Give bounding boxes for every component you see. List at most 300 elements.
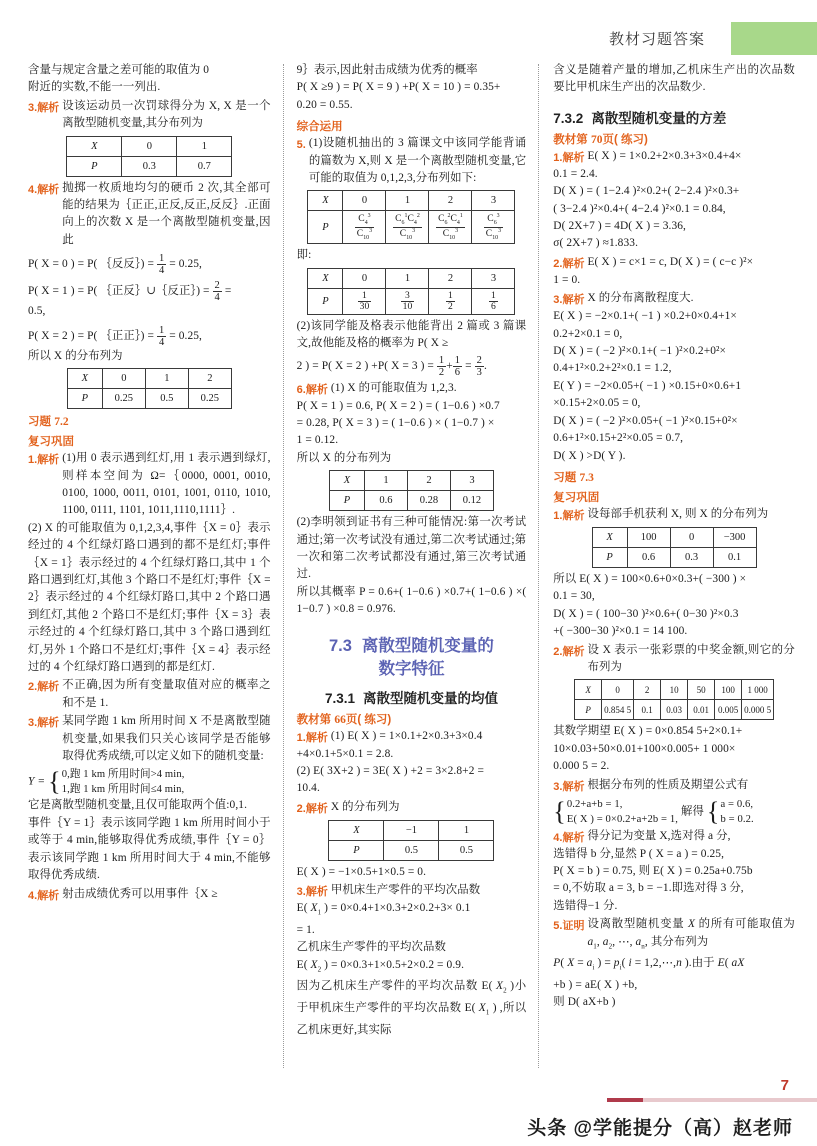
cell: 0.854 5 (602, 700, 634, 720)
combination-distribution-table (307, 190, 515, 244)
fraction (358, 291, 372, 312)
answer-item-6 (297, 380, 527, 398)
line-4: ( 3−2.4 )²×0.4+( 4−2.4 )²×0.1 = 0.84, (553, 202, 726, 215)
textbook-ref-66 (297, 711, 527, 727)
answer-item-w2 (553, 642, 795, 677)
fraction (401, 291, 415, 312)
line-4: 10.4. (296, 782, 320, 795)
numerator: $C_4^3$ (355, 213, 374, 227)
c1-r3-text3: 事件｛Y = 1｝表示该同学跑 1 km 所用时间小于或等于 4 min,能够取得优秀成绩,事件｛Y = 0｝表示该同学跑 1 km 所用时间大于 4 min,不能够取得优秀成绩. (28, 816, 271, 882)
line-1: 其数学期望 E( X ) = 0×0.854 5+2×0.1+ (553, 725, 743, 738)
c2-e2-result: E( X ) = −1×0.5+1×0.5 = 0. (296, 865, 427, 878)
item-marker: 1.解析 (553, 509, 585, 522)
comprehensive-heading: 综合运用 (296, 121, 343, 134)
header-title: 教材习题答案 (608, 32, 705, 48)
table-row (329, 820, 494, 840)
answer-item-w5 (553, 916, 795, 955)
c1-r3-text2: 它是离散型随机变量,且仅可能取两个值:0,1. (28, 799, 248, 812)
c2-q6-lines (297, 398, 527, 468)
table-row (67, 156, 232, 176)
line-3: D( X ) = ( 1−2.4 )²×0.2+( 2−2.4 )²×0.3+ (553, 185, 740, 198)
eq-tail: = (221, 285, 232, 298)
cell: 0 (122, 136, 177, 156)
item-marker: 3.解析 (28, 101, 60, 114)
cell: X (308, 268, 343, 288)
sub: 6 (444, 220, 448, 227)
ref-suffix: 页( 练习) (602, 133, 648, 146)
c3-w1-rest (553, 571, 795, 641)
item-body: (1) E( X ) = 1×0.1+2×0.3+3×0.4 (330, 729, 483, 742)
sub: 6 (493, 220, 497, 227)
cell: 0.25 (102, 389, 145, 409)
cell-combination (429, 211, 472, 244)
denominator: 6 (454, 367, 461, 379)
line-1: E( X ) = −2×0.1+( −1 ) ×0.2+0×0.4+1× (553, 310, 737, 323)
page-number: 7 (780, 1077, 789, 1094)
line-2: 0.1 = 2.4. (553, 167, 598, 180)
c3-w2-rest (553, 723, 795, 775)
cell: 1 (386, 191, 429, 211)
item-body: 设该运动员一次罚球得分为 X, X 是一个离散型随机变量,其分布列为 (62, 99, 271, 130)
equation-system-right (707, 797, 754, 827)
cell: P (575, 700, 602, 720)
distribution-table-q3 (66, 136, 232, 177)
c1-piecewise (28, 767, 271, 797)
numerator: $C_6^1C_4^2$ (395, 213, 420, 227)
chapter-heading-7-3 (297, 635, 527, 681)
page-header (0, 22, 817, 62)
cell: 3 (472, 191, 515, 211)
chapter-title-line2: 数字特征 (378, 659, 445, 678)
answer-item-v1 (553, 148, 795, 166)
numerator: 1 (158, 253, 165, 265)
c3-w5-l4: 则 D( aX+b ) (553, 996, 616, 1009)
sup: 3 (369, 227, 373, 234)
operator: = (462, 360, 475, 373)
subchapter-heading-7-3-2 (553, 107, 795, 127)
cell: 0 (102, 369, 145, 389)
cell: P (67, 389, 102, 409)
c2-e3-l3: = 1. (296, 923, 315, 936)
cell-fraction (472, 288, 515, 314)
exercise-number: 7.2 (54, 416, 69, 429)
item-marker: 6.解析 (296, 383, 328, 396)
denominator: 2 (438, 367, 445, 379)
item-marker: 3.解析 (553, 294, 585, 307)
cell: 3 (450, 471, 493, 491)
cell: 2 (429, 191, 472, 211)
exercise-label: 习题 (28, 416, 51, 429)
eq-tail: = 0.25, (166, 329, 202, 342)
item-marker: 2.解析 (28, 681, 60, 694)
equation-system-left (553, 797, 678, 827)
left-brace: { (48, 767, 61, 797)
line-6: σ( 2X+7 ) ≈1.833. (553, 237, 639, 250)
item-body: 根据分布列的性质及期望公式有 (587, 778, 749, 791)
cell: 0.000 5 (742, 700, 774, 720)
item-marker: 2.解析 (553, 645, 585, 658)
c3-w4-rest (553, 846, 795, 916)
c1-r1-text2: (2) X 的可能取值为 0,1,2,3,4,事件｛X = 0｝表示经过的 4 个红绿灯路口遇到的都不是红灯;事件｛X = 1｝表示经过的 4 个红绿灯路口,其中 1 个路口遇到红灯,其他 3 个路口不是红灯;事件｛X = 2｝表示经过的 4 个红绿灯路口,其中 2 个路口遇到红灯,其他 2 个路口不是红灯;事件｛X = 3｝表示经过的 4 个红绿灯路口,其中 3 个路口遇到红灯,另外 1 个路口不是红灯;事件｛X = 4｝表示经过的 4 个红绿灯路口遇到的都是红灯. (28, 521, 271, 674)
cell: P (67, 156, 122, 176)
c1-eq2-cont: 0.5, (28, 305, 46, 318)
item-marker: 3.解析 (553, 780, 585, 793)
cell: 100 (627, 527, 670, 547)
cell: 0.12 (450, 491, 493, 511)
item-marker: 1.解析 (28, 454, 60, 467)
line-2: 10×0.03+50×0.01+100×0.005+ 1 000× (553, 742, 736, 755)
sup: 3 (367, 213, 371, 220)
subchapter-title: 离散型随机变量的方差 (591, 110, 727, 126)
cell: 0.25 (188, 389, 231, 409)
system-rows (720, 797, 753, 827)
answer-item-r1 (28, 450, 271, 520)
numerator: 1 (438, 355, 445, 367)
chapter-title-line1: 离散型随机变量的 (361, 636, 494, 655)
cell: 0.1 (713, 547, 756, 567)
c1-cont-line1: 含量与规定含量之差可能的取值为 0 (28, 64, 210, 76)
answer-item-r2 (28, 677, 271, 712)
exercise-heading-7-3 (553, 469, 795, 485)
cell: 0.5 (145, 389, 188, 409)
sup: 2 (416, 213, 420, 220)
fraction (213, 280, 222, 303)
c3-w5-l3: +b ) = aE( X ) +b, (553, 978, 638, 991)
line-7: D( X ) = ( −2 )²×0.05+( −1 )²×0.15+0²× (553, 414, 738, 427)
subchapter-heading-7-3-1 (297, 687, 527, 707)
answer-item-v2 (553, 254, 795, 272)
c1-continuation (28, 62, 271, 97)
c2-continuation (297, 62, 527, 114)
cell: −1 (384, 820, 439, 840)
cell: 0.6 (364, 491, 407, 511)
line-3: 1 = 0.12. (296, 434, 339, 447)
cell: 0 (343, 268, 386, 288)
cell-combination (386, 211, 429, 244)
denominator: 10 (402, 300, 413, 312)
line-4: 0.4+1²×0.2+2²×0.1 = 1.2, (553, 362, 672, 375)
denominator: 3 (476, 367, 482, 379)
piecewise-rows (62, 767, 185, 797)
cell: X (67, 369, 102, 389)
sup: 3 (412, 227, 416, 234)
line-3: D( X ) = ( 100−30 )²×0.6+( 0−30 )²×0.3 (553, 607, 739, 620)
sub: 10 (492, 234, 499, 241)
system-row-2: b = 0.2. (720, 813, 754, 825)
item-marker: 3.解析 (28, 717, 60, 730)
item-marker: 1.解析 (296, 731, 328, 744)
sup: 1 (459, 213, 463, 220)
ref-page: 70 (590, 133, 603, 146)
cell: 0 (670, 527, 713, 547)
exercise-label: 习题 (553, 471, 577, 484)
item-body: 不正确,因为所有变量取值对应的概率之和不是 1. (62, 679, 271, 709)
cell: P (329, 491, 364, 511)
answer-item-r4 (28, 886, 271, 904)
line-1: P( X = 1 ) = 0.6, P( X = 2 ) = ( 1−0.6 ) ×0.7 (296, 399, 500, 412)
cell: 1 (145, 369, 188, 389)
distribution-table-q6 (329, 470, 494, 511)
c2-e3-l6: 因为乙机床生产零件的平均次品数 E( $X_2$ )小于甲机床生产零件的平均次品数 E( $X_1$ ) ,所以乙机床更好,其实际 (296, 980, 527, 1036)
numerator: 1 (491, 289, 496, 301)
subchapter-number: 7.3.2 (553, 110, 584, 126)
item-body: X 的分布离散程度大. (587, 292, 694, 305)
eq-lhs: 2 ) = P( X = 2 ) +P( X = 3 ) = (296, 360, 437, 373)
c2-cont-line1: 9｝表示,因此射击成绩为优秀的概率 (296, 64, 478, 76)
item-marker: 2.解析 (553, 257, 585, 270)
answer-item-e1 (297, 728, 527, 746)
ref-suffix: 页( 练习) (345, 713, 392, 726)
cell: X (329, 820, 384, 840)
answer-item-3 (28, 98, 271, 133)
table-row (592, 547, 756, 567)
cell: 0.7 (177, 156, 232, 176)
exercise-number: 7.3 (579, 471, 594, 484)
cell: P (308, 288, 343, 314)
simplified-distribution-table (307, 268, 515, 315)
denominator: 4 (158, 265, 165, 277)
c1-eq2 (28, 280, 271, 303)
cell-combination (472, 211, 515, 244)
line-9: D( X ) >D( Y ). (553, 449, 626, 462)
cell: 3 (472, 268, 515, 288)
denominator: $C_{10}^3$ (442, 227, 459, 241)
c2-q6-text3: 所以其概率 P = 0.6+( 1−0.6 ) ×0.7+( 1−0.6 ) ×( 1−0.7 ) ×0.8 = 0.976. (296, 585, 527, 616)
ref-prefix: 教材第 (296, 713, 332, 726)
denominator: $C_{10}^3$ (399, 227, 416, 241)
cell: 1 000 (742, 680, 774, 700)
cell: 2 (188, 369, 231, 389)
cell: 1 (439, 820, 494, 840)
cell: 0.5 (384, 840, 439, 860)
answer-item-w3 (553, 777, 795, 795)
numerator: 1 (448, 289, 453, 301)
answer-item-4 (28, 180, 271, 250)
system-row-1: a = 0.6, (720, 798, 754, 810)
c1-eq1 (28, 253, 271, 276)
item-body: 某同学跑 1 km 所用时间 X 不是离散型随机变量,如果我们只关心该同学是否能够取得优秀成绩,可以定义如下的随机变量: (62, 715, 271, 763)
answer-item-w1 (553, 506, 795, 524)
cell: 0.28 (407, 491, 450, 511)
lottery-distribution-table (574, 679, 774, 720)
item-body: 设 X 表示一张彩票的中奖金额,则它的分布列为 (587, 643, 795, 673)
c3-w3-system (553, 797, 795, 827)
cell: 0.005 (715, 700, 742, 720)
fraction (157, 253, 166, 276)
cell-fraction (343, 288, 386, 314)
cell: 2 (429, 268, 472, 288)
cell: 0.01 (688, 700, 715, 720)
numerator: 2 (214, 280, 220, 292)
answer-item-5 (297, 135, 527, 187)
cell: X (308, 191, 343, 211)
eq-lhs: P( X = 2 ) = P( ｛正正｝) = (28, 329, 157, 342)
piecewise-row-1: 0,跑 1 km 所用时间>4 min, (61, 769, 185, 781)
fraction (393, 213, 422, 241)
line-6: ×0.15+2×0.05 = 0, (553, 397, 641, 410)
fraction (446, 291, 455, 312)
cell: 100 (715, 680, 742, 700)
item-body: 射击成绩优秀可以用事件｛X ≥ (62, 887, 218, 900)
c2-e1-rest (297, 746, 527, 798)
cell: 0.6 (627, 547, 670, 567)
exercise-heading-7-2 (28, 413, 271, 429)
distribution-table-q4 (67, 368, 232, 409)
eq-tail: = 0.25, (166, 258, 202, 271)
item-body: 设离散型随机变量 X 的所有可能取值为 $a_1$, $a_2$, ⋯, $a_n$, 其分布列为 (587, 918, 795, 950)
eq-lhs: P( X = 0 ) = P( ｛反反｝) = (28, 258, 157, 271)
cell: 0 (343, 191, 386, 211)
eq-lhs: P( X = 1 ) = P( ｛正反｝∪｛反正｝) = (28, 285, 213, 298)
table-row (67, 136, 232, 156)
answer-item-w4 (553, 828, 795, 846)
c2-cont-line2: P( X ≥9 ) = P( X = 9 ) +P( X = 10 ) = 0.35+ (296, 81, 501, 94)
cell: 0.1 (634, 700, 661, 720)
sup: 3 (455, 227, 459, 234)
table-row (575, 700, 774, 720)
item-body: X 的分布列为 (330, 800, 400, 813)
cell: 1 (386, 268, 429, 288)
cell: X (67, 136, 122, 156)
fraction (453, 355, 462, 378)
cell: 1 (177, 136, 232, 156)
answer-item-v3 (553, 290, 795, 308)
item-body: (1)设随机抽出的 3 篇课文中该同学能背诵的篇数为 X,则 X 是一个离散型随机变量,它可能的取值为 0,1,2,3,分布列如下: (308, 137, 527, 185)
table-row (308, 268, 515, 288)
fraction (436, 213, 465, 241)
column-2 (284, 62, 540, 1068)
cell: 0.3 (670, 547, 713, 567)
cell: P (308, 211, 343, 244)
answer-item-r3 (28, 713, 271, 765)
table-row (329, 491, 493, 511)
cell: 0.03 (661, 700, 688, 720)
textbook-ref-70 (553, 131, 795, 147)
sub: 6 (401, 220, 405, 227)
review-heading-1: 复习巩固 (28, 436, 74, 449)
numerator: 2 (476, 355, 482, 367)
item-marker: 4.解析 (28, 889, 60, 902)
item-body: 甲机床生产零件的平均次品数 (330, 884, 481, 897)
answer-item-e2 (297, 799, 527, 817)
piecewise-lhs: Y = (28, 776, 46, 789)
numerator: 1 (158, 324, 165, 336)
cell: P (592, 547, 627, 567)
c3-v3-rest (553, 308, 795, 465)
denominator: $C_{10}^3$ (356, 227, 373, 241)
line-4: +( −300−30 )²×0.1 = 14 100. (553, 625, 688, 638)
cell: P (329, 840, 384, 860)
c2-q5-text2b (297, 355, 527, 378)
c1-cont-line2: 附近的实数,不能一一列出. (28, 81, 161, 94)
cell: 50 (688, 680, 715, 700)
c3-v1-rest (553, 166, 795, 253)
item-body: 抛掷一枚质地均匀的硬币 2 次,其全部可能的结果为｛正正,正反,反正,反反｝.正面向上的次数 X 是一个离散型随机变量,因此 (62, 181, 271, 246)
line-2: 0.2+2×0.1 = 0, (553, 327, 623, 340)
sup: 2 (447, 213, 451, 220)
column-3 (539, 62, 795, 1068)
line-5: D( 2X+7 ) = 4D( X ) = 3.36, (553, 220, 686, 233)
cell-fraction (429, 288, 472, 314)
line-3: 0.000 5 = 2. (553, 760, 610, 773)
ref-page: 66 (334, 713, 346, 726)
numerator: 3 (401, 291, 415, 302)
system-row-2: E( X ) = 0×0.2+a+2b = 1, (566, 813, 678, 825)
line-3: D( X ) = ( −2 )²×0.1+( −1 )²×0.2+0²× (553, 345, 727, 358)
line-2: 0.1 = 30, (553, 590, 595, 603)
cell: −300 (713, 527, 756, 547)
sup: 3 (496, 213, 500, 220)
three-column-body (28, 62, 795, 1068)
item-marker: 5. (296, 139, 306, 152)
cell: X (592, 527, 627, 547)
c3-v2-l2: 1 = 0. (553, 273, 581, 286)
c2-q6-text2: (2)李明领到证书有三种可能情况:第一次考试通过;第一次考试没有通过,第二次考试通过;第一次和第二次考试都没有通过,第三次考试通过. (296, 516, 527, 581)
c3-continuation: 含义是随着产量的增加,乙机床生产出的次品数要比甲机床生产出的次品数少. (553, 64, 795, 94)
sub: 4 (456, 220, 460, 227)
denominator: $C_{10}^3$ (485, 227, 502, 241)
item-marker: 4.解析 (553, 831, 585, 844)
c1-eq3 (28, 325, 271, 348)
c2-ji: 即: (296, 249, 312, 262)
piecewise-system (48, 767, 184, 797)
sup: 1 (404, 213, 408, 220)
cell: X (329, 471, 364, 491)
item-body: 设每部手机获利 X, 则 X 的分布列为 (587, 507, 769, 520)
item-body: 得分记为变量 X,选对得 a 分, (587, 829, 731, 842)
c2-e3-l2: E( $X_1$ ) = 0×0.4+1×0.3+2×0.2+3× 0.1 (296, 902, 471, 917)
cell: 1 (364, 471, 407, 491)
page-rule (607, 1098, 817, 1102)
cell: 0.5 (439, 840, 494, 860)
c3-w5-l2: P( $X = a_i$ ) = $p_i$( i = 1,2,⋯,n ).由于 E( aX (553, 957, 745, 972)
line-1: 所以 E( X ) = 100×0.6+0×0.3+( −300 ) × (553, 572, 747, 585)
fraction (489, 291, 498, 312)
denominator: 2 (448, 300, 453, 312)
table-row (575, 680, 774, 700)
review-heading-3: 复习巩固 (553, 491, 600, 504)
table-row (308, 211, 515, 244)
cell-fraction (386, 288, 429, 314)
item-marker: 1.解析 (553, 151, 585, 164)
cell: 2 (407, 471, 450, 491)
cell-combination (343, 211, 386, 244)
fraction (157, 325, 166, 348)
item-body: (1) X 的可能取值为 1,2,3. (330, 381, 457, 394)
header-green-tab (731, 22, 817, 55)
subchapter-title: 离散型随机变量的均值 (362, 690, 498, 706)
table-row (329, 840, 494, 860)
numerator: 1 (358, 291, 372, 302)
operator: + (446, 360, 453, 373)
c2-q5-text2a: (2)该同学能及格表示他能背出 2 篇或 3 篇课文,故他能及格的概率为 P( X ≥ (296, 319, 527, 350)
chapter-number: 7.3 (328, 636, 352, 655)
system-rows (567, 797, 678, 827)
fraction (437, 355, 446, 378)
numerator: $C_6^3$ (484, 213, 503, 227)
table-row (67, 389, 231, 409)
fraction (475, 355, 484, 378)
denominator: 4 (214, 292, 220, 304)
c2-e3-l4: 乙机床生产零件的平均次品数 (296, 941, 447, 954)
cell: 10 (661, 680, 688, 700)
numerator: $C_6^2C_4^1$ (438, 213, 463, 227)
cell: X (575, 680, 602, 700)
watermark: 头条 @学能提分（高）赵老师 (527, 1118, 793, 1139)
numerator: 1 (454, 355, 461, 367)
denominator: 4 (158, 336, 165, 348)
sub: 10 (363, 234, 370, 241)
